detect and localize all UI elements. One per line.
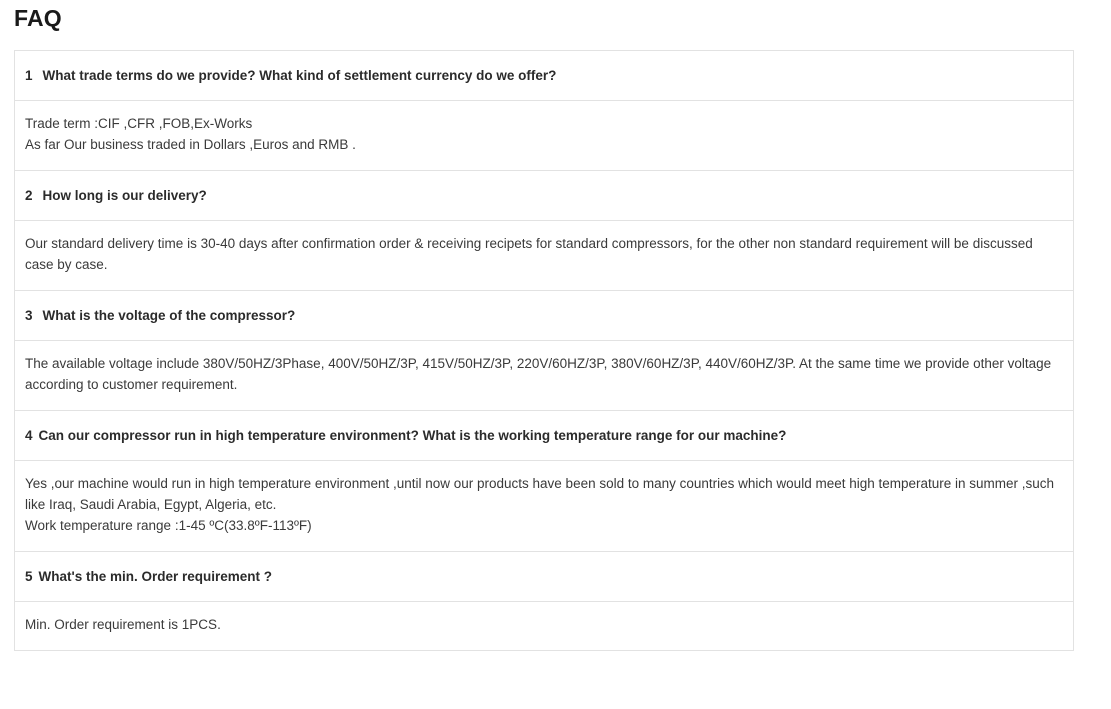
faq-answer-line: As far Our business traded in Dollars ,Euros and RMB . [25,137,356,153]
faq-question-row [15,51,1073,101]
faq-question-number: 1 [25,68,33,83]
faq-question [15,552,1073,601]
faq-question [15,291,1073,340]
faq-answer [15,461,1073,551]
faq-answer-row [15,602,1073,651]
faq-question-number: 5 [25,569,33,585]
faq-answer-line: Work temperature range :1-45 ºC(33.8ºF-113ºF) [25,518,312,534]
faq-answer-line: Trade term :CIF ,CFR ,FOB,Ex-Works [25,116,253,132]
faq-answer-line: Our standard delivery time is 30-40 days after confirmation order & receiving recipets for standard compressors, for the other non standard requirement will be discussed case by case. [25,236,1033,273]
faq-question-number: 3 [25,308,33,324]
faq-table [14,50,1074,651]
faq-question-text: Can our compressor run in high temperature environment? What is the working temperature range for our machine? [38,428,787,444]
faq-question-text: What trade terms do we provide? What kind of settlement currency do we offer? [42,68,557,83]
faq-question-text: How long is our delivery? [42,188,207,204]
faq-question-row [15,171,1073,221]
faq-question-text: What's the min. Order requirement ? [38,569,273,585]
faq-question-number: 4 [25,428,33,444]
faq-answer-row [15,221,1073,291]
faq-answer [15,341,1073,410]
faq-answer [15,221,1073,290]
faq-answer-line: Yes ,our machine would run in high temperature environment ,until now our products have been sold to many countries which would meet high temperature in summer ,such like Iraq, Saudi Arabia, Egypt, Algeria, etc. [25,476,1055,513]
faq-answer-line: The available voltage include 380V/50HZ/3Phase, 400V/50HZ/3P, 415V/50HZ/3P, 220V/60HZ/3P, 380V/60HZ/3P, 440V/60HZ/3P. At the same time we provide other voltage according to customer requirement. [25,356,1052,393]
faq-answer [15,101,1073,170]
faq-answer-row [15,461,1073,552]
faq-answer-row [15,101,1073,171]
faq-answer-line: Min. Order requirement is 1PCS. [25,617,221,633]
faq-answer-row [15,341,1073,411]
faq-question [15,411,1073,460]
faq-question [15,171,1073,220]
faq-question [15,51,1073,100]
faq-question-text: What is the voltage of the compressor? [42,308,296,324]
faq-question-number: 2 [25,188,33,204]
faq-question-row [15,291,1073,341]
page-title: FAQ [14,5,62,31]
faq-question-row [15,411,1073,461]
faq-question-row [15,552,1073,602]
faq-answer [15,602,1073,650]
